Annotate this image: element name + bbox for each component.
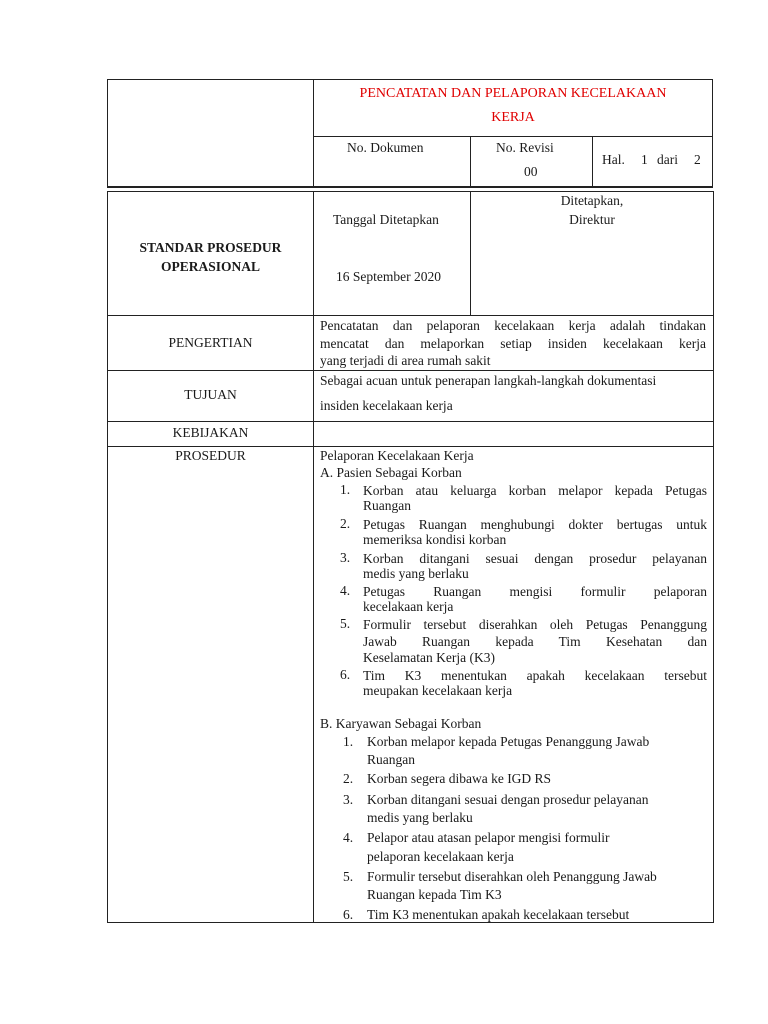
- step-text-line: memeriksa kondisi korban: [363, 532, 507, 547]
- header-bottom-border: [107, 186, 713, 188]
- row-divider-tujuan: [107, 421, 714, 422]
- step-text-line: Petugas Ruangan mengisi formulir pelaporan: [363, 584, 707, 599]
- step-number: 6.: [340, 667, 351, 682]
- table-right-border: [713, 191, 714, 923]
- step-text-line: Ruangan: [363, 498, 411, 513]
- row-divider-sop: [107, 315, 714, 316]
- sop-label-line-2: OPERASIONAL: [160, 259, 260, 274]
- step-text-line: Jawab Ruangan kepada Tim Kesehatan dan: [363, 634, 707, 649]
- step-text-line: medis yang berlaku: [363, 566, 469, 581]
- tanggal-ditetapkan-value: 16 September 2020: [336, 269, 441, 284]
- row-divider-kebijakan: [107, 446, 714, 447]
- tujuan-text-line-1: Sebagai acuan untuk penerapan langkah-langkah dokumentasi: [320, 373, 657, 388]
- tanggal-ditetapkan-label: Tanggal Ditetapkan: [333, 212, 439, 227]
- step-text-line: Korban atau keluarga korban melapor kepada Petugas: [363, 483, 707, 498]
- step-number: 1.: [340, 482, 351, 497]
- step-text-line: pelaporan kecelakaan kerja: [367, 849, 514, 864]
- pengertian-text-line-2: mencatat dan melaporkan setiap insiden kecelakaan kerja: [320, 336, 706, 351]
- header-title-divider: [313, 136, 713, 137]
- step-text-line: Tim K3 menentukan apakah kecelakaan tersebut: [367, 907, 630, 922]
- header-col-divider-1: [470, 136, 471, 187]
- step-number: 5.: [343, 869, 354, 884]
- prosedur-label: PROSEDUR: [175, 448, 246, 463]
- row-divider-pengertian: [107, 370, 714, 371]
- step-text-line: Tim K3 menentukan apakah kecelakaan tersebut: [363, 668, 707, 683]
- step-text-line: meupakan kecelakaan kerja: [363, 683, 513, 698]
- kebijakan-label: KEBIJAKAN: [172, 425, 249, 440]
- no-revisi-label: No. Revisi: [496, 140, 554, 155]
- hal-value: 1: [641, 152, 648, 167]
- no-dokumen-label: No. Dokumen: [347, 140, 424, 155]
- pengertian-text-line-3: yang terjadi di area rumah sakit: [320, 353, 491, 368]
- step-text-line: Ruangan: [367, 752, 415, 767]
- section-b-title: B. Karyawan Sebagai Korban: [320, 716, 482, 731]
- prosedur-heading: Pelaporan Kecelakaan Kerja: [320, 448, 474, 463]
- header-col-divider-2: [592, 136, 593, 187]
- document-title-line-1: PENCATATAN DAN PELAPORAN KECELAKAAN: [359, 86, 667, 101]
- direktur-label: Direktur: [569, 212, 615, 227]
- tujuan-text-line-2: insiden kecelakaan kerja: [320, 398, 453, 413]
- header-left-border: [107, 79, 108, 187]
- header-right-border: [712, 79, 713, 187]
- hal-label: Hal.: [602, 152, 625, 167]
- header-top-border: [107, 79, 713, 80]
- step-text-line: Ruangan kepada Tim K3: [367, 887, 502, 902]
- step-number: 4.: [343, 830, 354, 845]
- no-revisi-value: 00: [524, 164, 538, 179]
- step-number: 6.: [343, 907, 354, 922]
- step-number: 3.: [340, 550, 351, 565]
- step-number: 5.: [340, 616, 351, 631]
- step-number: 4.: [340, 583, 351, 598]
- dari-value: 2: [694, 152, 701, 167]
- step-text-line: Korban ditangani sesuai dengan prosedur pelayanan: [367, 792, 649, 807]
- step-text-line: Formulir tersebut diserahkan oleh Penanggung Jawab: [367, 869, 657, 884]
- document-title-line-2: KERJA: [491, 110, 535, 125]
- step-number: 3.: [343, 792, 354, 807]
- step-number: 2.: [340, 516, 351, 531]
- dari-label: dari: [657, 152, 678, 167]
- section-a-title: A. Pasien Sebagai Korban: [320, 465, 462, 480]
- table-label-column-divider: [313, 191, 314, 923]
- step-text-line: Petugas Ruangan menghubungi dokter bertugas untuk: [363, 517, 707, 532]
- step-text-line: Korban ditangani sesuai dengan prosedur pelayanan: [363, 551, 707, 566]
- step-number: 2.: [343, 771, 354, 786]
- step-text-line: kecelakaan kerja: [363, 599, 454, 614]
- step-number: 1.: [343, 734, 354, 749]
- tujuan-label: TUJUAN: [184, 387, 237, 402]
- step-text-line: Keselamatan Kerja (K3): [363, 650, 495, 665]
- ditetapkan-label: Ditetapkan,: [560, 193, 624, 208]
- pengertian-label: PENGERTIAN: [168, 335, 253, 350]
- step-text-line: medis yang berlaku: [367, 810, 473, 825]
- step-text-line: Korban segera dibawa ke IGD RS: [367, 771, 552, 786]
- step-text-line: Formulir tersebut diserahkan oleh Petugas Penanggung: [363, 617, 707, 632]
- step-text-line: Pelapor atau atasan pelapor mengisi formulir: [367, 830, 610, 845]
- step-text-line: Korban melapor kepada Petugas Penanggung Jawab: [367, 734, 650, 749]
- table-top-border: [107, 191, 714, 192]
- pengertian-text-line-1: Pencatatan dan pelaporan kecelakaan kerja adalah tindakan: [320, 318, 706, 333]
- sop-inner-divider: [470, 191, 471, 315]
- table-left-border: [107, 191, 108, 923]
- sop-label-line-1: STANDAR PROSEDUR: [139, 240, 282, 255]
